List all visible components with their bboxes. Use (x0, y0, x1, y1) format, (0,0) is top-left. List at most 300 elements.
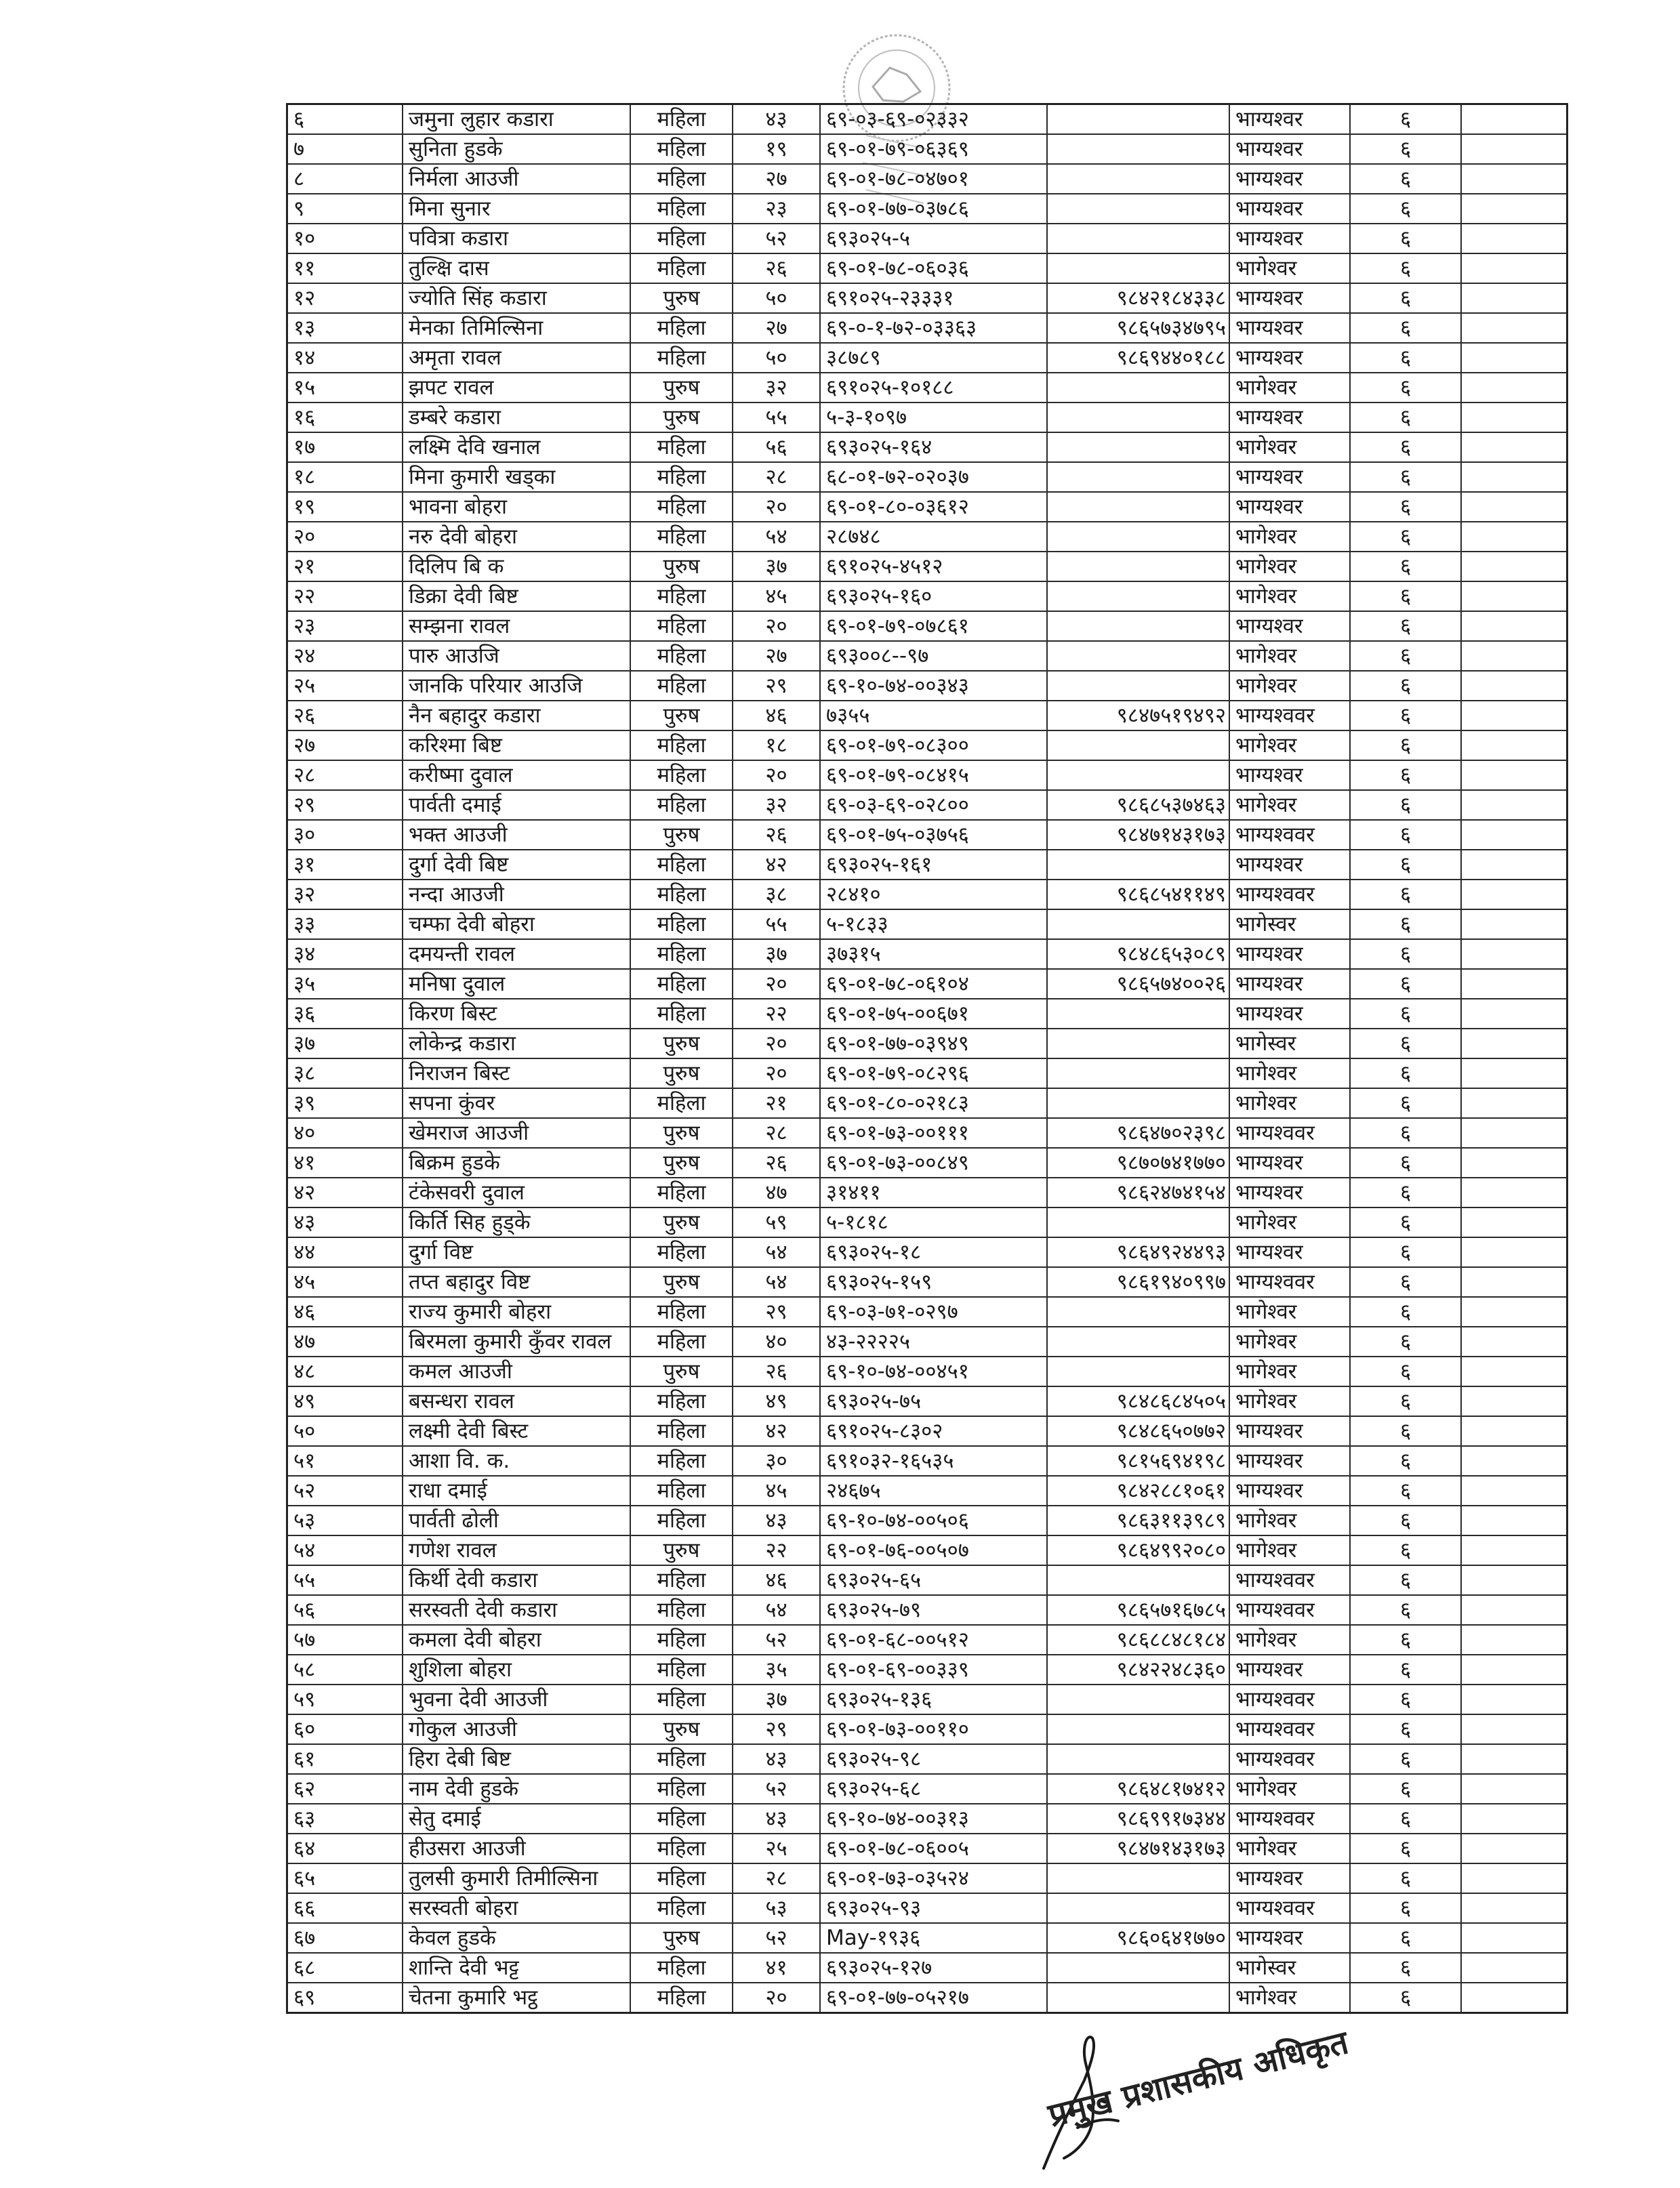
gender-cell: महिला (630, 1774, 733, 1804)
address-cell: भागेश्वर (1229, 522, 1350, 552)
gender-cell: महिला (630, 880, 733, 909)
ward-number-cell: ६ (1350, 1863, 1461, 1893)
serial-number-cell: ६७ (287, 1923, 403, 1953)
phone-number-cell: ९८४२१८४३३८ (1047, 283, 1229, 313)
address-cell: भाग्यश्वर (1229, 224, 1350, 253)
table-row (287, 1297, 1568, 1327)
address-cell: भागेश्वर (1229, 730, 1350, 760)
table-row (287, 760, 1568, 790)
serial-number-cell: ५८ (287, 1655, 403, 1685)
gender-cell: महिला (630, 939, 733, 969)
name-cell: मेनका तिमिल्सिना (403, 313, 630, 343)
gender-cell: महिला (630, 432, 733, 462)
address-cell: भाग्यश्वर (1229, 1923, 1350, 1953)
name-cell: लक्ष्मि देवि खनाल (403, 432, 630, 462)
ward-number-cell: ६ (1350, 969, 1461, 999)
ward-number-cell: ६ (1350, 1923, 1461, 1953)
citizenship-number-cell: ६९१०२५-१०१८८ (820, 373, 1047, 402)
phone-number-cell (1047, 1297, 1229, 1327)
age-cell: ४६ (733, 1565, 820, 1595)
citizenship-number-cell: May-१९३६ (820, 1923, 1047, 1953)
ward-number-cell: ६ (1350, 701, 1461, 730)
table-row (287, 1357, 1568, 1386)
ward-number-cell: ६ (1350, 999, 1461, 1029)
citizenship-number-cell: ३८७८९ (820, 343, 1047, 373)
serial-number-cell: ४० (287, 1118, 403, 1148)
table-row (287, 1863, 1568, 1893)
address-cell: भागेस्वर (1229, 1029, 1350, 1058)
table-row (287, 850, 1568, 880)
table-row (287, 1178, 1568, 1207)
remarks-cell (1461, 1953, 1568, 1983)
citizenship-number-cell: ६९-०१-७५-००६७१ (820, 999, 1047, 1029)
remarks-cell (1461, 343, 1568, 373)
phone-number-cell: ९८४७५१९४९२ (1047, 701, 1229, 730)
gender-cell: महिला (630, 1386, 733, 1416)
remarks-cell (1461, 1744, 1568, 1774)
citizenship-number-cell: ६९-०१-७५-०३७५६ (820, 820, 1047, 850)
ward-number-cell: ६ (1350, 1446, 1461, 1476)
table-row (287, 939, 1568, 969)
address-cell: भाग्यश्वर (1229, 104, 1350, 135)
serial-number-cell: ३८ (287, 1058, 403, 1088)
remarks-cell (1461, 1714, 1568, 1744)
ward-number-cell: ६ (1350, 224, 1461, 253)
age-cell: ३२ (733, 790, 820, 820)
citizenship-number-cell: ६९-०-१-७२-०३३६३ (820, 313, 1047, 343)
phone-number-cell (1047, 1983, 1229, 2013)
citizenship-number-cell: ६९-०१-७८-०६००५ (820, 1834, 1047, 1863)
phone-number-cell (1047, 194, 1229, 224)
address-cell: भागेश्वर (1229, 1983, 1350, 2013)
gender-cell: महिला (630, 1446, 733, 1476)
serial-number-cell: ६२ (287, 1774, 403, 1804)
phone-number-cell (1047, 909, 1229, 939)
name-cell: कमल आउजी (403, 1357, 630, 1386)
name-cell: आशा वि. क. (403, 1446, 630, 1476)
table-row (287, 581, 1568, 611)
address-cell: भागेश्वर (1229, 432, 1350, 462)
ward-number-cell: ६ (1350, 1476, 1461, 1506)
age-cell: ५० (733, 283, 820, 313)
gender-cell: महिला (630, 760, 733, 790)
remarks-cell (1461, 432, 1568, 462)
ward-number-cell: ६ (1350, 1297, 1461, 1327)
age-cell: ३५ (733, 1655, 820, 1685)
age-cell: २८ (733, 1118, 820, 1148)
gender-cell: महिला (630, 1416, 733, 1446)
citizenship-number-cell: ६९३०२५-७९ (820, 1595, 1047, 1625)
gender-cell: महिला (630, 1744, 733, 1774)
address-cell: भाग्यश्वर (1229, 283, 1350, 313)
beneficiary-table (286, 103, 1568, 2014)
remarks-cell (1461, 402, 1568, 432)
table-row (287, 1804, 1568, 1834)
age-cell: २० (733, 1058, 820, 1088)
name-cell: डिक्रा देवी बिष्ट (403, 581, 630, 611)
ward-number-cell: ६ (1350, 1535, 1461, 1565)
phone-number-cell (1047, 402, 1229, 432)
remarks-cell (1461, 552, 1568, 581)
remarks-cell (1461, 1297, 1568, 1327)
address-cell: भाग्यश्वर (1229, 850, 1350, 880)
address-cell: भाग्यश्वर (1229, 402, 1350, 432)
serial-number-cell: ४९ (287, 1386, 403, 1416)
serial-number-cell: ६५ (287, 1863, 403, 1893)
age-cell: २६ (733, 820, 820, 850)
phone-number-cell: ९८६५७४००२६ (1047, 969, 1229, 999)
ward-number-cell: ६ (1350, 1357, 1461, 1386)
name-cell: मिना कुमारी खड्का (403, 462, 630, 492)
address-cell: भागेश्वर (1229, 671, 1350, 701)
serial-number-cell: ६८ (287, 1953, 403, 1983)
phone-number-cell (1047, 224, 1229, 253)
age-cell: ५६ (733, 432, 820, 462)
phone-number-cell: ९८४२२४८३६० (1047, 1655, 1229, 1685)
address-cell: भागेस्वर (1229, 909, 1350, 939)
address-cell: भागेश्वर (1229, 1357, 1350, 1386)
gender-cell: महिला (630, 1178, 733, 1207)
address-cell: भाग्यश्वर (1229, 760, 1350, 790)
ward-number-cell: ६ (1350, 909, 1461, 939)
age-cell: २७ (733, 641, 820, 671)
age-cell: ५५ (733, 909, 820, 939)
phone-number-cell (1047, 1327, 1229, 1357)
age-cell: २९ (733, 1714, 820, 1744)
phone-number-cell: ९८६८५४११४९ (1047, 880, 1229, 909)
address-cell: भागेश्वर (1229, 1625, 1350, 1655)
address-cell: भाग्यश्वर (1229, 313, 1350, 343)
table-row (287, 1923, 1568, 1953)
age-cell: ३० (733, 1446, 820, 1476)
gender-cell: महिला (630, 790, 733, 820)
table-row (287, 1535, 1568, 1565)
citizenship-number-cell: ६९-०१-७९-०७८६१ (820, 611, 1047, 641)
address-cell: भागेश्वर (1229, 1386, 1350, 1416)
name-cell: भक्त आउजी (403, 820, 630, 850)
phone-number-cell: ९८४७१४३१७३ (1047, 1834, 1229, 1863)
phone-number-cell (1047, 671, 1229, 701)
name-cell: जमुना लुहार कडारा (403, 104, 630, 135)
ward-number-cell: ६ (1350, 1685, 1461, 1714)
citizenship-number-cell: ६९३००८--९७ (820, 641, 1047, 671)
ward-number-cell: ६ (1350, 1714, 1461, 1744)
remarks-cell (1461, 492, 1568, 522)
phone-number-cell (1047, 581, 1229, 611)
ward-number-cell: ६ (1350, 1893, 1461, 1923)
citizenship-number-cell: ६९-१०-७४-००३४३ (820, 671, 1047, 701)
name-cell: लक्ष्मी देवी बिस्ट (403, 1416, 630, 1446)
age-cell: ४३ (733, 104, 820, 135)
serial-number-cell: ६९ (287, 1983, 403, 2013)
remarks-cell (1461, 1237, 1568, 1267)
name-cell: लोकेन्द्र कडारा (403, 1029, 630, 1058)
gender-cell: पुरुष (630, 1357, 733, 1386)
citizenship-number-cell: ६९३०२५-१३६ (820, 1685, 1047, 1714)
citizenship-number-cell: ६९३०२५-१२७ (820, 1953, 1047, 1983)
citizenship-number-cell: ६९-०१-७९-०६३६९ (820, 134, 1047, 164)
citizenship-number-cell: ६८-०१-७२-०२०३७ (820, 462, 1047, 492)
gender-cell: महिला (630, 522, 733, 552)
remarks-cell (1461, 1506, 1568, 1535)
phone-number-cell (1047, 999, 1229, 1029)
name-cell: खेमराज आउजी (403, 1118, 630, 1148)
phone-number-cell (1047, 1744, 1229, 1774)
ward-number-cell: ६ (1350, 820, 1461, 850)
name-cell: बिरमला कुमारी कुँवर रावल (403, 1327, 630, 1357)
citizenship-number-cell: ६९-०१-७९-०८४१५ (820, 760, 1047, 790)
age-cell: ५२ (733, 1774, 820, 1804)
ward-number-cell: ६ (1350, 1207, 1461, 1237)
address-cell: भाग्यश्वर (1229, 1655, 1350, 1685)
age-cell: २० (733, 492, 820, 522)
table-row (287, 552, 1568, 581)
table-row (287, 611, 1568, 641)
address-cell: भाग्यश्वर (1229, 1416, 1350, 1446)
phone-number-cell: ९८६४७०२३९८ (1047, 1118, 1229, 1148)
citizenship-number-cell: ६९३०२५-६८ (820, 1774, 1047, 1804)
remarks-cell (1461, 1834, 1568, 1863)
gender-cell: महिला (630, 671, 733, 701)
citizenship-number-cell: ६९-०१-७३-०३५२४ (820, 1863, 1047, 1893)
age-cell: ५२ (733, 224, 820, 253)
address-cell: भाग्यश्ववर (1229, 701, 1350, 730)
phone-number-cell (1047, 1565, 1229, 1595)
phone-number-cell: ९८६४९२४४९३ (1047, 1237, 1229, 1267)
name-cell: किरण बिस्ट (403, 999, 630, 1029)
table-row (287, 1237, 1568, 1267)
serial-number-cell: ३१ (287, 850, 403, 880)
ward-number-cell: ६ (1350, 522, 1461, 552)
age-cell: २७ (733, 313, 820, 343)
name-cell: कमला देवी बोहरा (403, 1625, 630, 1655)
table-row (287, 1685, 1568, 1714)
name-cell: सरस्वती बोहरा (403, 1893, 630, 1923)
remarks-cell (1461, 1595, 1568, 1625)
age-cell: ४१ (733, 1953, 820, 1983)
name-cell: राधा दमाई (403, 1476, 630, 1506)
citizenship-number-cell: ७३५५ (820, 701, 1047, 730)
remarks-cell (1461, 850, 1568, 880)
phone-number-cell (1047, 760, 1229, 790)
gender-cell: महिला (630, 611, 733, 641)
gender-cell: महिला (630, 1237, 733, 1267)
phone-number-cell: ९८६५७१६७८५ (1047, 1595, 1229, 1625)
gender-cell: महिला (630, 1863, 733, 1893)
serial-number-cell: ५० (287, 1416, 403, 1446)
serial-number-cell: ६३ (287, 1804, 403, 1834)
phone-number-cell: ९८१५६९४१९८ (1047, 1446, 1229, 1476)
remarks-cell (1461, 283, 1568, 313)
remarks-cell (1461, 1029, 1568, 1058)
address-cell: भागेश्वर (1229, 1535, 1350, 1565)
name-cell: बसन्धरा रावल (403, 1386, 630, 1416)
table-row (287, 671, 1568, 701)
name-cell: करीष्मा दुवाल (403, 760, 630, 790)
age-cell: २६ (733, 253, 820, 283)
serial-number-cell: २३ (287, 611, 403, 641)
phone-number-cell (1047, 1207, 1229, 1237)
ward-number-cell: ६ (1350, 492, 1461, 522)
remarks-cell (1461, 224, 1568, 253)
name-cell: बिक्रम हुडके (403, 1148, 630, 1178)
ward-number-cell: ६ (1350, 1744, 1461, 1774)
gender-cell: महिला (630, 999, 733, 1029)
gender-cell: महिला (630, 581, 733, 611)
age-cell: २८ (733, 462, 820, 492)
address-cell: भागेश्वर (1229, 1297, 1350, 1327)
address-cell: भाग्यश्वर (1229, 1178, 1350, 1207)
table-row (287, 1446, 1568, 1476)
name-cell: दुर्गा देवी बिष्ट (403, 850, 630, 880)
serial-number-cell: १२ (287, 283, 403, 313)
name-cell: नैन बहादुर कडारा (403, 701, 630, 730)
gender-cell: महिला (630, 134, 733, 164)
ward-number-cell: ६ (1350, 1595, 1461, 1625)
gender-cell: पुरुष (630, 402, 733, 432)
name-cell: पार्वती ढोली (403, 1506, 630, 1535)
remarks-cell (1461, 581, 1568, 611)
age-cell: २० (733, 1983, 820, 2013)
serial-number-cell: ६० (287, 1714, 403, 1744)
remarks-cell (1461, 1148, 1568, 1178)
address-cell: भागेश्वर (1229, 253, 1350, 283)
age-cell: २६ (733, 1148, 820, 1178)
name-cell: निराजन बिस्ट (403, 1058, 630, 1088)
remarks-cell (1461, 611, 1568, 641)
remarks-cell (1461, 1386, 1568, 1416)
gender-cell: महिला (630, 850, 733, 880)
table-row (287, 820, 1568, 850)
citizenship-number-cell: ६९३०२५-१६४ (820, 432, 1047, 462)
citizenship-number-cell: ४३-२२२२५ (820, 1327, 1047, 1357)
address-cell: भाग्यश्ववर (1229, 1714, 1350, 1744)
citizenship-number-cell: ६९-०१-७८-०६०३६ (820, 253, 1047, 283)
citizenship-number-cell: २८४१० (820, 880, 1047, 909)
serial-number-cell: २८ (287, 760, 403, 790)
gender-cell: महिला (630, 1297, 733, 1327)
citizenship-number-cell: ६९३०२५-९८ (820, 1744, 1047, 1774)
gender-cell: पुरुष (630, 1714, 733, 1744)
name-cell: ज्योति सिंह कडारा (403, 283, 630, 313)
table-row (287, 880, 1568, 909)
remarks-cell (1461, 1685, 1568, 1714)
phone-number-cell (1047, 373, 1229, 402)
serial-number-cell: १८ (287, 462, 403, 492)
address-cell: भाग्यश्वर (1229, 969, 1350, 999)
gender-cell: महिला (630, 1804, 733, 1834)
gender-cell: महिला (630, 343, 733, 373)
remarks-cell (1461, 1893, 1568, 1923)
age-cell: ५४ (733, 1237, 820, 1267)
name-cell: जानकि परियार आउजि (403, 671, 630, 701)
remarks-cell (1461, 1863, 1568, 1893)
remarks-cell (1461, 820, 1568, 850)
remarks-cell (1461, 522, 1568, 552)
citizenship-number-cell: ६९-१०-७४-००४५१ (820, 1357, 1047, 1386)
phone-number-cell (1047, 1953, 1229, 1983)
ward-number-cell: ६ (1350, 1625, 1461, 1655)
gender-cell: महिला (630, 1685, 733, 1714)
serial-number-cell: २४ (287, 641, 403, 671)
address-cell: भाग्यश्ववर (1229, 1118, 1350, 1148)
gender-cell: महिला (630, 969, 733, 999)
citizenship-number-cell: ६९-०३-६९-०२८०० (820, 790, 1047, 820)
table-row (287, 343, 1568, 373)
table-row (287, 1953, 1568, 1983)
table-row (287, 1565, 1568, 1595)
serial-number-cell: ६ (287, 104, 403, 135)
citizenship-number-cell: ६९-०१-७८-०४७०१ (820, 164, 1047, 194)
phone-number-cell: ९८६८८४८१८४ (1047, 1625, 1229, 1655)
address-cell: भाग्यश्वर (1229, 462, 1350, 492)
table-row (287, 730, 1568, 760)
name-cell: हिरा देबी बिष्ट (403, 1744, 630, 1774)
name-cell: चम्फा देवी बोहरा (403, 909, 630, 939)
age-cell: ४९ (733, 1386, 820, 1416)
gender-cell: महिला (630, 1327, 733, 1357)
remarks-cell (1461, 1774, 1568, 1804)
ward-number-cell: ६ (1350, 1178, 1461, 1207)
ward-number-cell: ६ (1350, 1029, 1461, 1058)
table-row (287, 1029, 1568, 1058)
gender-cell: महिला (630, 1655, 733, 1685)
citizenship-number-cell: ६९३०२५-५ (820, 224, 1047, 253)
ward-number-cell: ६ (1350, 1118, 1461, 1148)
ward-number-cell: ६ (1350, 1655, 1461, 1685)
table-row (287, 1058, 1568, 1088)
remarks-cell (1461, 730, 1568, 760)
address-cell: भाग्यश्वर (1229, 1237, 1350, 1267)
age-cell: ५० (733, 343, 820, 373)
table-row (287, 194, 1568, 224)
gender-cell: महिला (630, 1893, 733, 1923)
age-cell: ४७ (733, 1178, 820, 1207)
remarks-cell (1461, 909, 1568, 939)
phone-number-cell (1047, 552, 1229, 581)
name-cell: राज्य कुमारी बोहरा (403, 1297, 630, 1327)
name-cell: पवित्रा कडारा (403, 224, 630, 253)
phone-number-cell (1047, 253, 1229, 283)
address-cell: भाग्यश्ववर (1229, 1804, 1350, 1834)
citizenship-number-cell: ६९३०२५-६५ (820, 1565, 1047, 1595)
gender-cell: महिला (630, 641, 733, 671)
name-cell: सुनिता हुडके (403, 134, 630, 164)
table-row (287, 909, 1568, 939)
remarks-cell (1461, 253, 1568, 283)
remarks-cell (1461, 760, 1568, 790)
age-cell: ५४ (733, 1595, 820, 1625)
age-cell: २० (733, 1029, 820, 1058)
phone-number-cell (1047, 1058, 1229, 1088)
table-row (287, 1655, 1568, 1685)
address-cell: भागेश्वर (1229, 790, 1350, 820)
address-cell: भाग्यश्वर (1229, 1148, 1350, 1178)
serial-number-cell: ४१ (287, 1148, 403, 1178)
age-cell: ४३ (733, 1744, 820, 1774)
phone-number-cell: ९८४८६८४५०५ (1047, 1386, 1229, 1416)
citizenship-number-cell: ६९१०२५-४५१२ (820, 552, 1047, 581)
ward-number-cell: ६ (1350, 134, 1461, 164)
ward-number-cell: ६ (1350, 462, 1461, 492)
gender-cell: महिला (630, 104, 733, 135)
serial-number-cell: ३९ (287, 1088, 403, 1118)
citizenship-number-cell: ६९-१०-७४-००३१३ (820, 1804, 1047, 1834)
remarks-cell (1461, 373, 1568, 402)
address-cell: भाग्यश्वर (1229, 194, 1350, 224)
age-cell: ५२ (733, 1625, 820, 1655)
phone-number-cell (1047, 1685, 1229, 1714)
